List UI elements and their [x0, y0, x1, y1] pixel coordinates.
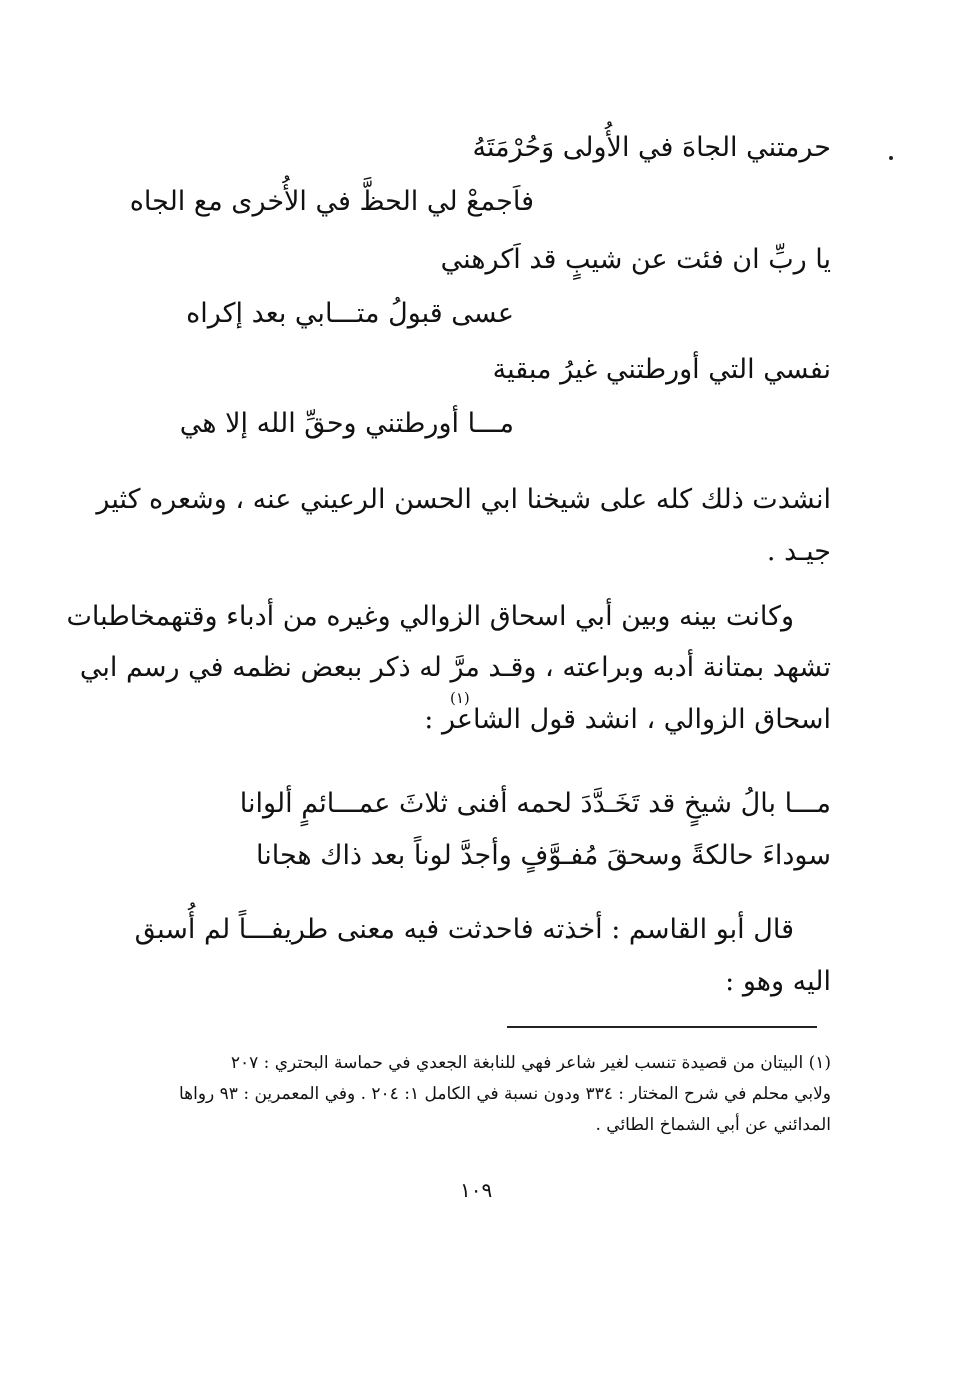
page-number: ١٠٩	[460, 1178, 493, 1202]
verse-line: مـــا بالُ شيخٍ قد تَخَـدَّدَ لحمه أفنى ثلاثَ عمـــائمٍ ألوانا	[239, 788, 831, 819]
paragraph-line: جيـد .	[766, 536, 831, 567]
footnote-line: (١) البيتان من قصيدة تنسب لغير شاعر فهي للنابغة الجعدي في حماسة البحتري : ٢٠٧	[230, 1053, 831, 1073]
footnote-rule	[507, 1026, 817, 1028]
margin-dot	[889, 156, 893, 160]
verse-line: مـــا أورطتني وحقِّ الله إلا هي	[179, 408, 514, 439]
verse-line: فاَجمعْ لي الحظَّ في الأُخرى مع الجاه	[129, 186, 534, 217]
verse-line: نفسي التي أورطتني غيرُ مبقية	[492, 354, 831, 385]
footnote-line: المدائني عن أبي الشماخ الطائي .	[595, 1115, 831, 1135]
paragraph-line: انشدت ذلك كله على شيخنا ابي الحسن الرعيني عنه ، وشعره كثير	[96, 484, 831, 515]
footnote-marker: (١)	[450, 689, 470, 707]
paragraph-line: اسحاق الزوالي ، انشد قول الشاعر :	[424, 704, 831, 735]
paragraph-line: وكانت بينه وبين أبي اسحاق الزوالي وغيره من أدباء وقتهمخاطبات	[66, 601, 794, 632]
footnote-line: ولابي محلم في شرح المختار : ٣٣٤ ودون نسبة في الكامل ١: ٢٠٤ . وفي المعمرين : ٩٣ رواها	[178, 1084, 831, 1104]
verse-line: يا ربِّ ان فئت عن شيبٍ قد اَكرهني	[440, 244, 831, 275]
verse-line: عسى قبولُ متـــابي بعد إكراه	[186, 298, 514, 329]
verse-line: سوداءَ حالكةً وسحقَ مُفـوَّفٍ وأجدَّ لوناً بعد ذاك هجانا	[255, 840, 831, 871]
paragraph-line: اليه وهو :	[725, 966, 831, 997]
verse-line: حرمتني الجاهَ في الأُولى وَحُرْمَتَهُ	[472, 132, 831, 163]
paragraph-line: تشهد بمتانة أدبه وبراعته ، وقـد مرَّ له ذكر ببعض نظمه في رسم ابي	[79, 652, 831, 683]
paragraph-line: قال أبو القاسم : أخذته فاحدثت فيه معنى طريفـــاً لم أُسبق	[134, 914, 794, 945]
